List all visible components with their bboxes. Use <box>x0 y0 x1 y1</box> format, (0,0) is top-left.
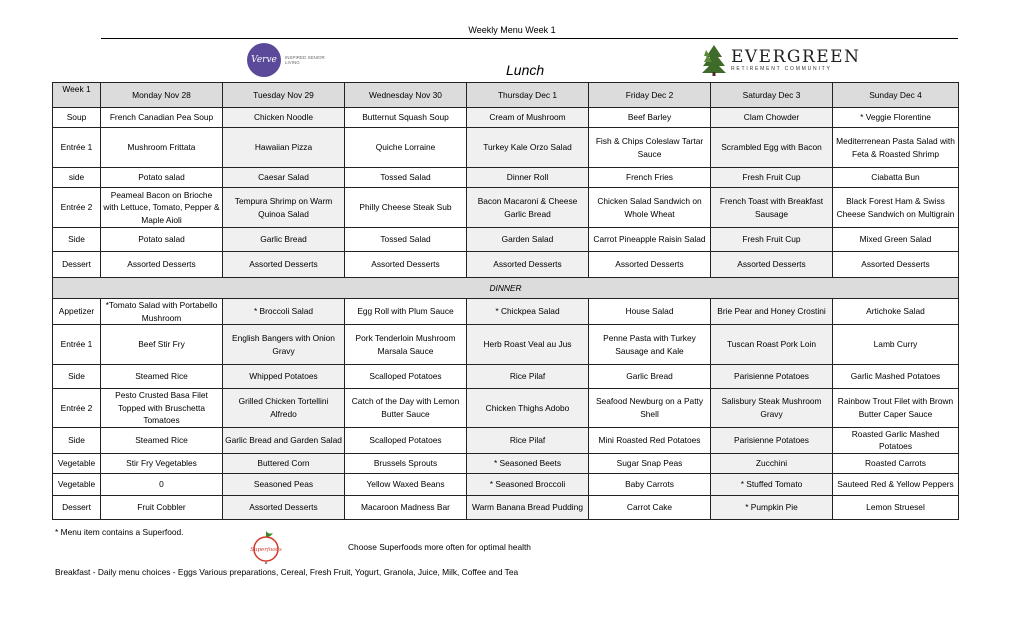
menu-row <box>53 228 959 252</box>
menu-item: Clam Chowder <box>711 108 833 128</box>
course-label: Soup <box>53 108 101 128</box>
dinner-heading: DINNER <box>53 278 959 299</box>
menu-item: Black Forest Ham & Swiss Cheese Sandwich on Multigrain <box>833 188 959 228</box>
day-header: Monday Nov 28 <box>101 83 223 108</box>
menu-item: Butternut Squash Soup <box>345 108 467 128</box>
menu-item: Quiche Lorraine <box>345 128 467 168</box>
course-label: Vegetable <box>53 473 101 495</box>
menu-item: Catch of the Day with Lemon Butter Sauce <box>345 389 467 428</box>
menu-item: Lemon Struesel <box>833 495 959 519</box>
menu-row <box>53 108 959 128</box>
menu-item: Turkey Kale Orzo Salad <box>467 128 589 168</box>
menu-item: Chicken Noodle <box>223 108 345 128</box>
menu-item: Tossed Salad <box>345 228 467 252</box>
breakfast-note: Breakfast - Daily menu choices - Eggs Various preparations, Cereal, Fresh Fruit, Yogurt, Granola, Juice, Milk, Coffee and Tea <box>55 567 519 577</box>
menu-item: Carrot Cake <box>589 495 711 519</box>
day-header: Tuesday Nov 29 <box>223 83 345 108</box>
day-header: Sunday Dec 4 <box>833 83 959 108</box>
menu-item: Brussels Sprouts <box>345 453 467 473</box>
menu-item: Rice Pilaf <box>467 427 589 453</box>
menu-item: French Canadian Pea Soup <box>101 108 223 128</box>
evergreen-subtitle: RETIREMENT COMMUNITY <box>731 66 832 72</box>
menu-item: Fruit Cobbler <box>101 495 223 519</box>
menu-item: Parisienne Potatoes <box>711 365 833 389</box>
menu-item: Tuscan Roast Pork Loin <box>711 325 833 365</box>
course-label: Dessert <box>53 252 101 278</box>
menu-item: Assorted Desserts <box>345 252 467 278</box>
menu-item: Buttered Corn <box>223 453 345 473</box>
menu-item: Assorted Desserts <box>467 252 589 278</box>
menu-item: Rainbow Trout Filet with Brown Butter Caper Sauce <box>833 389 959 428</box>
course-label: Entrée 2 <box>53 389 101 428</box>
menu-item: Tempura Shrimp on Warm Quinoa Salad <box>223 188 345 228</box>
day-header: Wednesday Nov 30 <box>345 83 467 108</box>
menu-row <box>53 453 959 473</box>
menu-row <box>53 168 959 188</box>
superfoods-logo-text: Superfoods <box>250 547 282 553</box>
menu-item: Bacon Macaroni & Cheese Garlic Bread <box>467 188 589 228</box>
menu-item: Mushroom Frittata <box>101 128 223 168</box>
superfoods-logo <box>249 529 283 565</box>
menu-item: Fresh Fruit Cup <box>711 228 833 252</box>
course-label: Entrée 1 <box>53 325 101 365</box>
menu-item: English Bangers with Onion Gravy <box>223 325 345 365</box>
menu-item: Potato salad <box>101 168 223 188</box>
menu-row <box>53 389 959 428</box>
menu-item: Potato salad <box>101 228 223 252</box>
menu-item: Herb Roast Veal au Jus <box>467 325 589 365</box>
menu-item: Scalloped Potatoes <box>345 365 467 389</box>
menu-item: Egg Roll with Plum Sauce <box>345 299 467 325</box>
verve-logo <box>247 43 331 77</box>
course-label: Dessert <box>53 495 101 519</box>
menu-item: House Salad <box>589 299 711 325</box>
menu-item: Stir Fry Vegetables <box>101 453 223 473</box>
menu-item: * Broccoli Salad <box>223 299 345 325</box>
menu-row <box>53 128 959 168</box>
menu-row <box>53 495 959 519</box>
menu-item: Roasted Garlic Mashed Potatoes <box>833 427 959 453</box>
menu-item: Artichoke Salad <box>833 299 959 325</box>
menu-item: Philly Cheese Steak Sub <box>345 188 467 228</box>
menu-row <box>53 299 959 325</box>
menu-item: Tossed Salad <box>345 168 467 188</box>
menu-item: Parisienne Potatoes <box>711 427 833 453</box>
course-label: side <box>53 168 101 188</box>
menu-item: Pesto Crusted Basa Filet Topped with Bruschetta Tomatoes <box>101 389 223 428</box>
menu-item: * Chickpea Salad <box>467 299 589 325</box>
menu-item: Mediterrenean Pasta Salad with Feta & Roasted Shrimp <box>833 128 959 168</box>
menu-item: Chicken Thighs Adobo <box>467 389 589 428</box>
menu-item: 0 <box>101 473 223 495</box>
menu-row <box>53 473 959 495</box>
menu-item: Lamb Curry <box>833 325 959 365</box>
menu-item: Rice Pilaf <box>467 365 589 389</box>
menu-item: Garlic Bread <box>589 365 711 389</box>
menu-item: Brie Pear and Honey Crostini <box>711 299 833 325</box>
superfood-footnote: * Menu item contains a Superfood. <box>55 527 184 537</box>
superfoods-tagline: Choose Superfoods more often for optimal health <box>348 542 531 552</box>
menu-item: Chicken Salad Sandwich on Whole Wheat <box>589 188 711 228</box>
evergreen-logo <box>700 44 860 76</box>
menu-item: Whipped Potatoes <box>223 365 345 389</box>
header-row <box>53 83 959 108</box>
menu-item: Zucchini <box>711 453 833 473</box>
course-label: Entrée 2 <box>53 188 101 228</box>
verve-tagline: INSPIRED SENIOR LIVING <box>285 55 325 65</box>
header-rule <box>101 38 958 39</box>
menu-item: Scalloped Potatoes <box>345 427 467 453</box>
menu-row <box>53 188 959 228</box>
menu-item: Garlic Bread <box>223 228 345 252</box>
menu-item: French Toast with Breakfast Sausage <box>711 188 833 228</box>
menu-item: Baby Carrots <box>589 473 711 495</box>
menu-item: Steamed Rice <box>101 427 223 453</box>
menu-item: Garlic Mashed Potatoes <box>833 365 959 389</box>
menu-item: Warm Banana Bread Pudding <box>467 495 589 519</box>
menu-item: Sugar Snap Peas <box>589 453 711 473</box>
menu-item: Salisbury Steak Mushroom Gravy <box>711 389 833 428</box>
menu-row <box>53 365 959 389</box>
menu-item: Macaroon Madness Bar <box>345 495 467 519</box>
course-label: Side <box>53 427 101 453</box>
course-label: Side <box>53 365 101 389</box>
dinner-heading-row <box>53 278 959 299</box>
verve-logo-badge: Verve <box>247 43 281 77</box>
lunch-heading: Lunch <box>506 62 545 78</box>
menu-row <box>53 252 959 278</box>
menu-item: Seafood Newburg on a Patty Shell <box>589 389 711 428</box>
menu-item: Steamed Rice <box>101 365 223 389</box>
menu-item: Assorted Desserts <box>101 252 223 278</box>
menu-item: Assorted Desserts <box>223 495 345 519</box>
menu-item: Scrambled Egg with Bacon <box>711 128 833 168</box>
menu-item: * Seasoned Beets <box>467 453 589 473</box>
course-label: Side <box>53 228 101 252</box>
menu-item: * Veggie Florentine <box>833 108 959 128</box>
menu-item: Assorted Desserts <box>711 252 833 278</box>
evergreen-tree-icon <box>700 44 728 76</box>
menu-row <box>53 427 959 453</box>
menu-item: * Stuffed Tomato <box>711 473 833 495</box>
menu-item: Fish & Chips Coleslaw Tartar Sauce <box>589 128 711 168</box>
menu-item: Fresh Fruit Cup <box>711 168 833 188</box>
menu-item: Caesar Salad <box>223 168 345 188</box>
menu-item: Mini Roasted Red Potatoes <box>589 427 711 453</box>
menu-item: Yellow Waxed Beans <box>345 473 467 495</box>
menu-item: Assorted Desserts <box>589 252 711 278</box>
menu-row <box>53 325 959 365</box>
weekly-menu-table <box>52 82 959 520</box>
menu-item: Peameal Bacon on Brioche with Lettuce, Tomato, Pepper & Maple Aioli <box>101 188 223 228</box>
day-header: Saturday Dec 3 <box>711 83 833 108</box>
course-label: Entrée 1 <box>53 128 101 168</box>
menu-item: * Pumpkin Pie <box>711 495 833 519</box>
menu-item: Ciabatta Bun <box>833 168 959 188</box>
menu-item: Beef Barley <box>589 108 711 128</box>
menu-item: Seasoned Peas <box>223 473 345 495</box>
menu-item: Garden Salad <box>467 228 589 252</box>
menu-item: Sauteed Red & Yellow Peppers <box>833 473 959 495</box>
week-label: Week 1 <box>53 83 101 108</box>
document-title: Weekly Menu Week 1 <box>468 25 556 35</box>
evergreen-name: EVERGREEN <box>731 47 861 67</box>
menu-item: Mixed Green Salad <box>833 228 959 252</box>
menu-item: Hawaiian Pizza <box>223 128 345 168</box>
menu-item: Roasted Carrots <box>833 453 959 473</box>
menu-item: Cream of Mushroom <box>467 108 589 128</box>
menu-item: Assorted Desserts <box>833 252 959 278</box>
menu-item: Penne Pasta with Turkey Sausage and Kale <box>589 325 711 365</box>
menu-item: * Seasoned Broccoli <box>467 473 589 495</box>
menu-item: French Fries <box>589 168 711 188</box>
menu-item: *Tomato Salad with Portabello Mushroom <box>101 299 223 325</box>
menu-item: Beef Stir Fry <box>101 325 223 365</box>
course-label: Appetizer <box>53 299 101 325</box>
menu-item: Assorted Desserts <box>223 252 345 278</box>
menu-item: Grilled Chicken Tortellini Alfredo <box>223 389 345 428</box>
day-header: Thursday Dec 1 <box>467 83 589 108</box>
course-label: Vegetable <box>53 453 101 473</box>
day-header: Friday Dec 2 <box>589 83 711 108</box>
menu-item: Dinner Roll <box>467 168 589 188</box>
menu-item: Garlic Bread and Garden Salad <box>223 427 345 453</box>
menu-item: Pork Tenderloin Mushroom Marsala Sauce <box>345 325 467 365</box>
menu-item: Carrot Pineapple Raisin Salad <box>589 228 711 252</box>
